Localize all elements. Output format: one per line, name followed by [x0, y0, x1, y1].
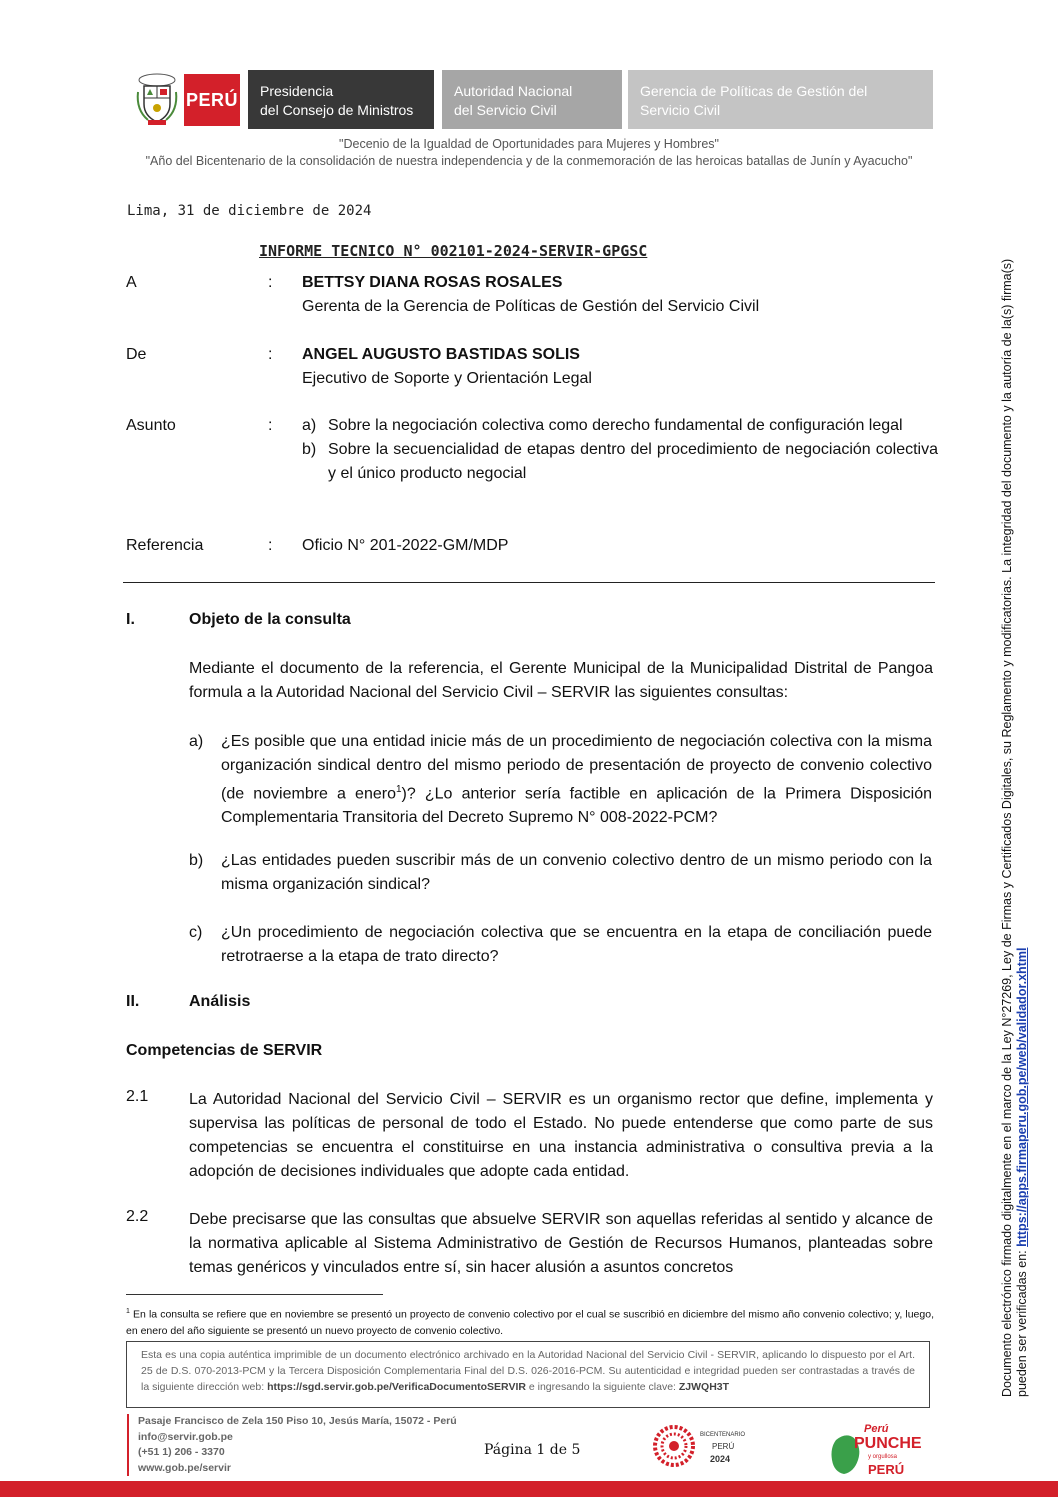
to-colon: :: [268, 274, 273, 291]
header-box-pcm-line1: Presidencia: [260, 83, 334, 99]
digital-signature-note: [1000, 197, 1030, 1397]
bicentenario-line: BICENTENARIO: [700, 1432, 746, 1438]
verification-text: Esta es una copia auténtica imprimible de un documento electrónico archivado en la Autoridad Nacional del Servicio Civil - SERVIR, aplicando lo dispuesto por el Art. 25 de D.S. 070-2013-PCM y la Tercera Disposición Complementaria Final del D.S. 026-2016-PCM. Su autenticidad e integridad pueden ser contrastadas a través de la siguiente dirección web:: [141, 1349, 915, 1393]
government-logo: [128, 70, 240, 129]
footer-contact: [138, 1414, 457, 1476]
footnote-separator: [126, 1294, 383, 1295]
footer-accent-bar: [127, 1414, 129, 1476]
subject-list: [302, 414, 938, 486]
validator-link[interactable]: https://apps.firmaperu.gob.pe/web/validador.xhtml: [1015, 947, 1029, 1247]
paragraph-2-2: Debe precisarse que las consultas que absuelve SERVIR son aquellas referidas al sentido y alcance de la normativa aplicable al Sistema Administrativo de Gestión de Recursos Humanos, planteadas sobre temas genéricos y vinculados entre sí, sin hacer alusión a asuntos concretos: [189, 1211, 933, 1276]
footer-web[interactable]: www.gob.pe/servir: [138, 1461, 231, 1474]
document-date: Lima, 31 de diciembre de 2024: [127, 203, 372, 219]
paragraph-2-1: La Autoridad Nacional del Servicio Civil – SERVIR es un organismo rector que define, implementa y supervisa las políticas de personal de todo el Estado. No puede entenderse que como parte de sus competencias se encuentra el constituirse en una instancia administrativa o consultiva previa a la adopción de decisiones individuales que adopte cada entidad.: [189, 1091, 933, 1180]
separator-line: [123, 582, 935, 583]
bottom-color-band: [0, 1481, 1058, 1497]
verification-text: e ingresando la siguiente clave:: [525, 1381, 679, 1393]
header-box-servir-line1: Autoridad Nacional: [454, 83, 573, 99]
reference-colon: :: [268, 537, 273, 554]
from-role: Ejecutivo de Soporte y Orientación Legal: [302, 370, 592, 387]
question-marker: b): [189, 852, 204, 869]
question-text-part: ¿Es posible que una entidad inicie más de un procedimiento de negociación colectiva con la misma organización sindical dentro del mismo periodo de presentación de proyecto de convenio colectivo (de noviembre a enero: [221, 733, 932, 803]
question-text: ¿Un procedimiento de negociación colectiva que se encuentra en la etapa de conciliación puede retrotraerse a la etapa de trato directo?: [221, 924, 932, 965]
bicentenario-logo-icon: [652, 1422, 762, 1470]
peru-punche-logo-icon: [828, 1418, 924, 1478]
report-title: INFORME TECNICO N° 002101-2024-SERVIR-GPGSC: [259, 242, 648, 260]
header-box-pcm-line2: del Consejo de Ministros: [260, 102, 414, 118]
paragraph-number: 2.2: [126, 1208, 149, 1225]
subject-item-text: Sobre la negociación colectiva como derecho fundamental de configuración legal: [328, 417, 903, 434]
subject-item: [302, 414, 938, 438]
signature-note-text: pueden ser verificadas en:: [1015, 1246, 1029, 1397]
subsection-title: Competencias de SERVIR: [126, 1042, 323, 1059]
question-marker: a): [189, 733, 204, 750]
subject-item: [302, 438, 938, 486]
footer-phone: (+51 1) 206 - 3370: [138, 1446, 225, 1458]
footnote-ref[interactable]: 1: [395, 784, 402, 795]
page-number: Página 1 de 5: [484, 1442, 581, 1458]
section-number: II.: [126, 993, 140, 1010]
punche-line: PUNCHE: [854, 1435, 922, 1452]
verification-box: [126, 1341, 930, 1408]
punche-line: y orgullosa: [868, 1454, 898, 1460]
footer-address: Pasaje Francisco de Zela 150 Piso 10, Jesús María, 15072 - Perú: [138, 1415, 457, 1427]
reference-value: Oficio N° 201-2022-GM/MDP: [302, 537, 509, 554]
from-label: De: [126, 346, 147, 363]
signature-note-line1: Documento electrónico firmado digitalmente en el marco de la Ley N°27269, Ley de Firmas y Certificados Digitales, su Reglamento y modificatorias. La integridad del documento y la autoría de la(s) firma(s): [1000, 258, 1014, 1397]
verification-key: ZJWQH3T: [678, 1381, 730, 1393]
to-value: [302, 271, 759, 319]
question-b: [189, 849, 932, 897]
from-value: [302, 343, 592, 391]
question-c: [189, 921, 932, 969]
question-text-part: )? ¿Lo anterior sería factible en aplicación de la Primera Disposición Complementaria Transitoria del Decreto Supremo N° 008-2022-PCM?: [221, 785, 932, 827]
header-box-gerencia: [628, 70, 933, 129]
footer-email[interactable]: info@servir.gob.pe: [138, 1430, 233, 1443]
from-colon: :: [268, 346, 273, 363]
subject-item-marker: b): [302, 441, 317, 458]
paragraph-number: 2.1: [126, 1088, 149, 1105]
header-box-servir: [442, 70, 622, 129]
coat-of-arms-icon: [134, 72, 180, 128]
from-name: ANGEL AUGUSTO BASTIDAS SOLIS: [302, 346, 580, 363]
header-box-pcm: [248, 70, 434, 129]
subject-colon: :: [268, 417, 273, 434]
footnote-mark: 1: [126, 1308, 130, 1315]
subject-item-marker: a): [302, 417, 317, 434]
header-box-servir-line2: del Servicio Civil: [454, 102, 557, 118]
question-marker: c): [189, 924, 203, 941]
bicentenario-line: 2024: [710, 1454, 731, 1464]
section-title: Objeto de la consulta: [189, 611, 351, 628]
footnote: [126, 1304, 934, 1339]
signature-note-line2: [1015, 197, 1030, 1397]
question-text: [221, 730, 932, 830]
header-box-gerencia-line2: Servicio Civil: [640, 102, 721, 118]
year-slogan: "Año del Bicentenario de la consolidación de nuestra independencia y de la conmemoración de las heroicas batallas de Junín y Ayacucho": [145, 154, 913, 168]
reference-label: Referencia: [126, 537, 204, 554]
intro-paragraph: Mediante el documento de la referencia, el Gerente Municipal de la Municipalidad Distrital de Pangoa formula a la Autoridad Nacional del Servicio Civil – SERVIR las siguientes consultas:: [189, 660, 933, 701]
to-role: Gerenta de la Gerencia de Políticas de Gestión del Servicio Civil: [302, 298, 760, 315]
section-title: Análisis: [189, 993, 251, 1010]
footnote-text: En la consulta se refiere que en noviembre se presentó un proyecto de convenio colectivo por el cual se suscribió en diciembre del mismo año convenio colectivo; y, luego, en enero del año siguiente se presentó un nuevo proyecto de convenio colectivo.: [126, 1308, 934, 1337]
header-box-gerencia-line1: Gerencia de Políticas de Gestión del: [640, 83, 868, 99]
to-label: A: [126, 274, 137, 291]
verification-url[interactable]: https://sgd.servir.gob.pe/VerificaDocumentoSERVIR: [267, 1381, 526, 1393]
bicentenario-line: PERÚ: [712, 1442, 735, 1451]
to-name: BETTSY DIANA ROSAS ROSALES: [302, 274, 563, 291]
subject-label: Asunto: [126, 417, 176, 434]
subject-item-text: Sobre la secuencialidad de etapas dentro del procedimiento de negociación colectiva y el único producto negocial: [328, 441, 938, 482]
question-a: [189, 730, 932, 830]
punche-line: PERÚ: [868, 1462, 905, 1477]
punche-line: Perú: [864, 1423, 889, 1435]
section-number: I.: [126, 611, 135, 628]
question-text: ¿Las entidades pueden suscribir más de un convenio colectivo dentro de un mismo periodo con la misma organización sindical?: [221, 852, 932, 893]
peru-brand-box: PERÚ: [184, 74, 240, 126]
decenio-slogan: "Decenio de la Igualdad de Oportunidades para Mujeres y Hombres": [339, 137, 719, 151]
